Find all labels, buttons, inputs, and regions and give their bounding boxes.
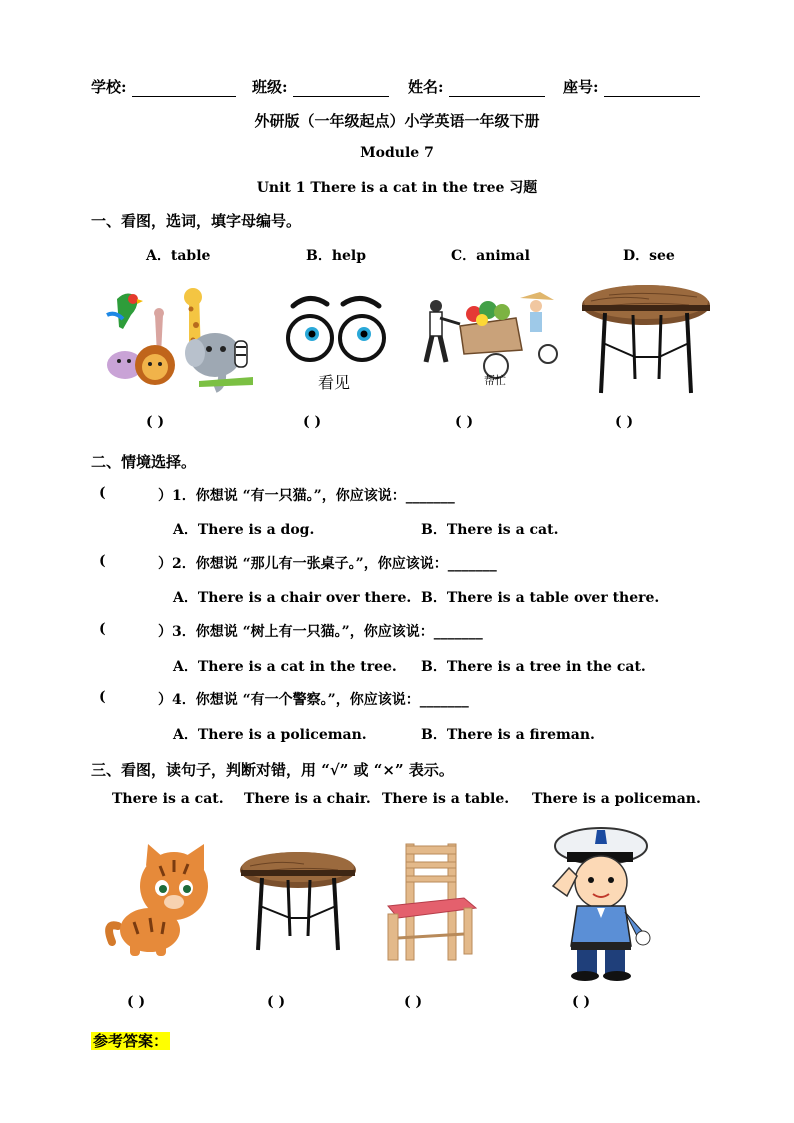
chair-icon xyxy=(384,842,480,960)
round-table-icon xyxy=(579,283,713,395)
name-blank[interactable] xyxy=(449,82,545,97)
q4-option-a: A．There is a policeman. xyxy=(173,727,367,743)
answer-blank-4[interactable]: ( ) xyxy=(615,414,634,430)
q2-open-paren[interactable]: ( xyxy=(99,553,106,569)
class-label: 班级: xyxy=(252,78,288,96)
section3-heading: 三、看图，读句子，判断对错，用 “√” 或 “×” 表示。 xyxy=(91,761,454,779)
q4-option-b: B．There is a fireman. xyxy=(421,727,595,743)
q3-text: ）3．你想说 “树上有一只猫。”，你应该说：_______ xyxy=(158,624,483,640)
sentence-1: There is a cat. xyxy=(112,791,224,807)
name-field xyxy=(408,76,545,97)
q2-option-b: B．There is a table over there. xyxy=(421,590,660,606)
book-title: 外研版（一年级起点）小学英语一年级下册 xyxy=(254,112,540,130)
module-title: Module 7 xyxy=(360,145,434,161)
answers-label-text: 参考答案： xyxy=(93,1032,169,1050)
school-blank[interactable] xyxy=(132,82,236,97)
name-label: 姓名: xyxy=(408,78,444,96)
q1-open-paren[interactable]: ( xyxy=(99,485,106,501)
section1-heading: 一、看图，选词，填字母编号。 xyxy=(91,212,302,230)
school-field xyxy=(91,76,236,97)
school-label: 学校: xyxy=(91,78,127,96)
q4-text: ）4．你想说 “有一个警察。”，你应该说：_______ xyxy=(158,692,469,708)
q3-option-b: B．There is a tree in the cat. xyxy=(421,659,646,675)
unit-title: Unit 1 There is a cat in the tree 习题 xyxy=(256,180,538,196)
seat-label: 座号: xyxy=(563,78,599,96)
answer-blank-2[interactable]: ( ) xyxy=(303,414,322,430)
eyes-caption: 看见 xyxy=(318,373,351,392)
sentence-2: There is a chair. xyxy=(244,791,371,807)
judge-blank-4[interactable]: ( ) xyxy=(572,994,591,1010)
q3-option-a: A．There is a cat in the tree. xyxy=(173,659,397,675)
option-b: B．help xyxy=(306,248,367,264)
animals-group-icon xyxy=(103,285,255,395)
policeman-icon xyxy=(543,822,659,982)
seat-field xyxy=(563,76,700,97)
answers-label xyxy=(91,1030,170,1051)
table-icon xyxy=(238,850,358,950)
judge-blank-2[interactable]: ( ) xyxy=(267,994,286,1010)
help-cart-icon xyxy=(416,292,562,384)
q1-option-b: B．There is a cat. xyxy=(421,522,559,538)
option-a: A．table xyxy=(146,248,211,264)
seat-blank[interactable] xyxy=(604,82,700,97)
q1-option-a: A．There is a dog. xyxy=(173,522,315,538)
sentence-4: There is a policeman. xyxy=(532,791,701,807)
q2-text: ）2．你想说 “那儿有一张桌子。”，你应该说：_______ xyxy=(158,556,497,572)
class-blank[interactable] xyxy=(293,82,389,97)
help-caption: 帮忙 xyxy=(484,374,506,387)
q2-option-a: A．There is a chair over there. xyxy=(173,590,412,606)
answer-blank-1[interactable]: ( ) xyxy=(146,414,165,430)
judge-blank-1[interactable]: ( ) xyxy=(127,994,146,1010)
class-field xyxy=(252,76,389,97)
q3-open-paren[interactable]: ( xyxy=(99,621,106,637)
option-c: C．animal xyxy=(451,248,530,264)
q4-open-paren[interactable]: ( xyxy=(99,689,106,705)
sentence-3: There is a table. xyxy=(382,791,510,807)
q1-text: ）1．你想说 “有一只猫。”，你应该说：_______ xyxy=(158,488,455,504)
cat-icon xyxy=(104,842,216,958)
answer-blank-3[interactable]: ( ) xyxy=(455,414,474,430)
judge-blank-3[interactable]: ( ) xyxy=(404,994,423,1010)
option-d: D．see xyxy=(623,248,675,264)
section2-heading: 二、情境选择。 xyxy=(91,453,197,471)
